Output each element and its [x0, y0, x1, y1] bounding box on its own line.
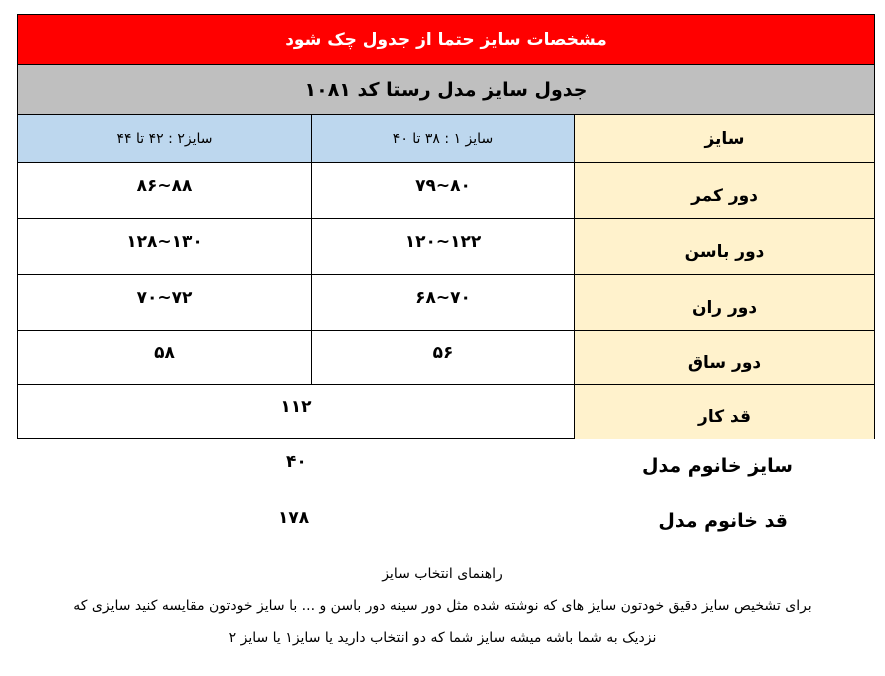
row-label-cell	[575, 275, 874, 330]
row-size1: ۱۲۰~۱۲۲	[404, 231, 482, 252]
model-height-label: قد خانوم مدل	[658, 510, 788, 532]
row-size1: ۶۸~۷۰	[415, 287, 471, 308]
row-size2: ۵۸	[154, 342, 175, 363]
row-label: دور ساق	[687, 352, 762, 373]
guide-line-2: نزدیک به شما باشه میشه سایز شما که دو انتخاب دارید یا سایز۱ یا سایز ۲	[228, 630, 657, 646]
row-size2-cell	[18, 219, 312, 274]
row-label: دور کمر	[691, 185, 758, 206]
row-size1-cell	[312, 219, 575, 274]
row-size2-cell	[18, 331, 312, 384]
banner-row	[18, 15, 874, 65]
length-label: قد کار	[698, 407, 751, 427]
row-size1: ۵۶	[432, 342, 454, 363]
model-size-label: سایز خانوم مدل	[641, 455, 793, 477]
row-size1-cell	[312, 331, 575, 384]
table-title-row	[18, 65, 874, 115]
table-row	[18, 163, 874, 219]
length-label-cell	[575, 385, 874, 439]
model-size-value: ۴۰	[286, 452, 307, 472]
row-label-cell	[575, 219, 874, 274]
row-label: دور باسن	[684, 241, 765, 262]
row-label: دور ران	[691, 297, 758, 318]
header-size2: سایز۲ : ۴۲ تا ۴۴	[116, 130, 213, 147]
row-label-cell	[575, 331, 874, 384]
row-label-cell	[575, 163, 874, 218]
table-row	[18, 275, 874, 331]
row-size2: ۸۶~۸۸	[136, 175, 193, 196]
header-size2-cell	[18, 115, 312, 162]
row-size1-cell	[312, 163, 575, 218]
header-row	[18, 115, 874, 163]
row-size1-cell	[312, 275, 575, 330]
row-size2: ۱۲۸~۱۳۰	[126, 231, 203, 252]
table-row	[18, 331, 874, 385]
guide-title: راهنمای انتخاب سایز	[382, 566, 503, 582]
header-size1: سایز ۱ : ۳۸ تا ۴۰	[392, 130, 494, 147]
banner-title: مشخصات سایز حتما از جدول چک شود	[285, 29, 607, 50]
length-row	[18, 385, 874, 439]
model-height-value: ۱۷۸	[278, 508, 310, 528]
guide-line-1: برای تشخیص سایز دقیق خودتون سایز های که نوشته شده مثل دور سینه دور باسن و ... با سایز خودتون مقایسه کنید سایزی که	[73, 598, 812, 614]
length-value-cell	[18, 385, 575, 439]
length-value: ۱۱۲	[280, 397, 312, 417]
header-size1-cell	[312, 115, 575, 162]
row-size2: ۷۰~۷۲	[136, 287, 193, 308]
row-size2-cell	[18, 163, 312, 218]
header-label: سایز	[704, 128, 745, 149]
table-row	[18, 219, 874, 275]
row-size1: ۷۹~۸۰	[415, 175, 471, 196]
row-size2-cell	[18, 275, 312, 330]
size-table	[17, 14, 875, 439]
header-label-cell	[575, 115, 874, 162]
table-title: جدول سایز مدل رستا کد ۱۰۸۱	[304, 78, 588, 101]
